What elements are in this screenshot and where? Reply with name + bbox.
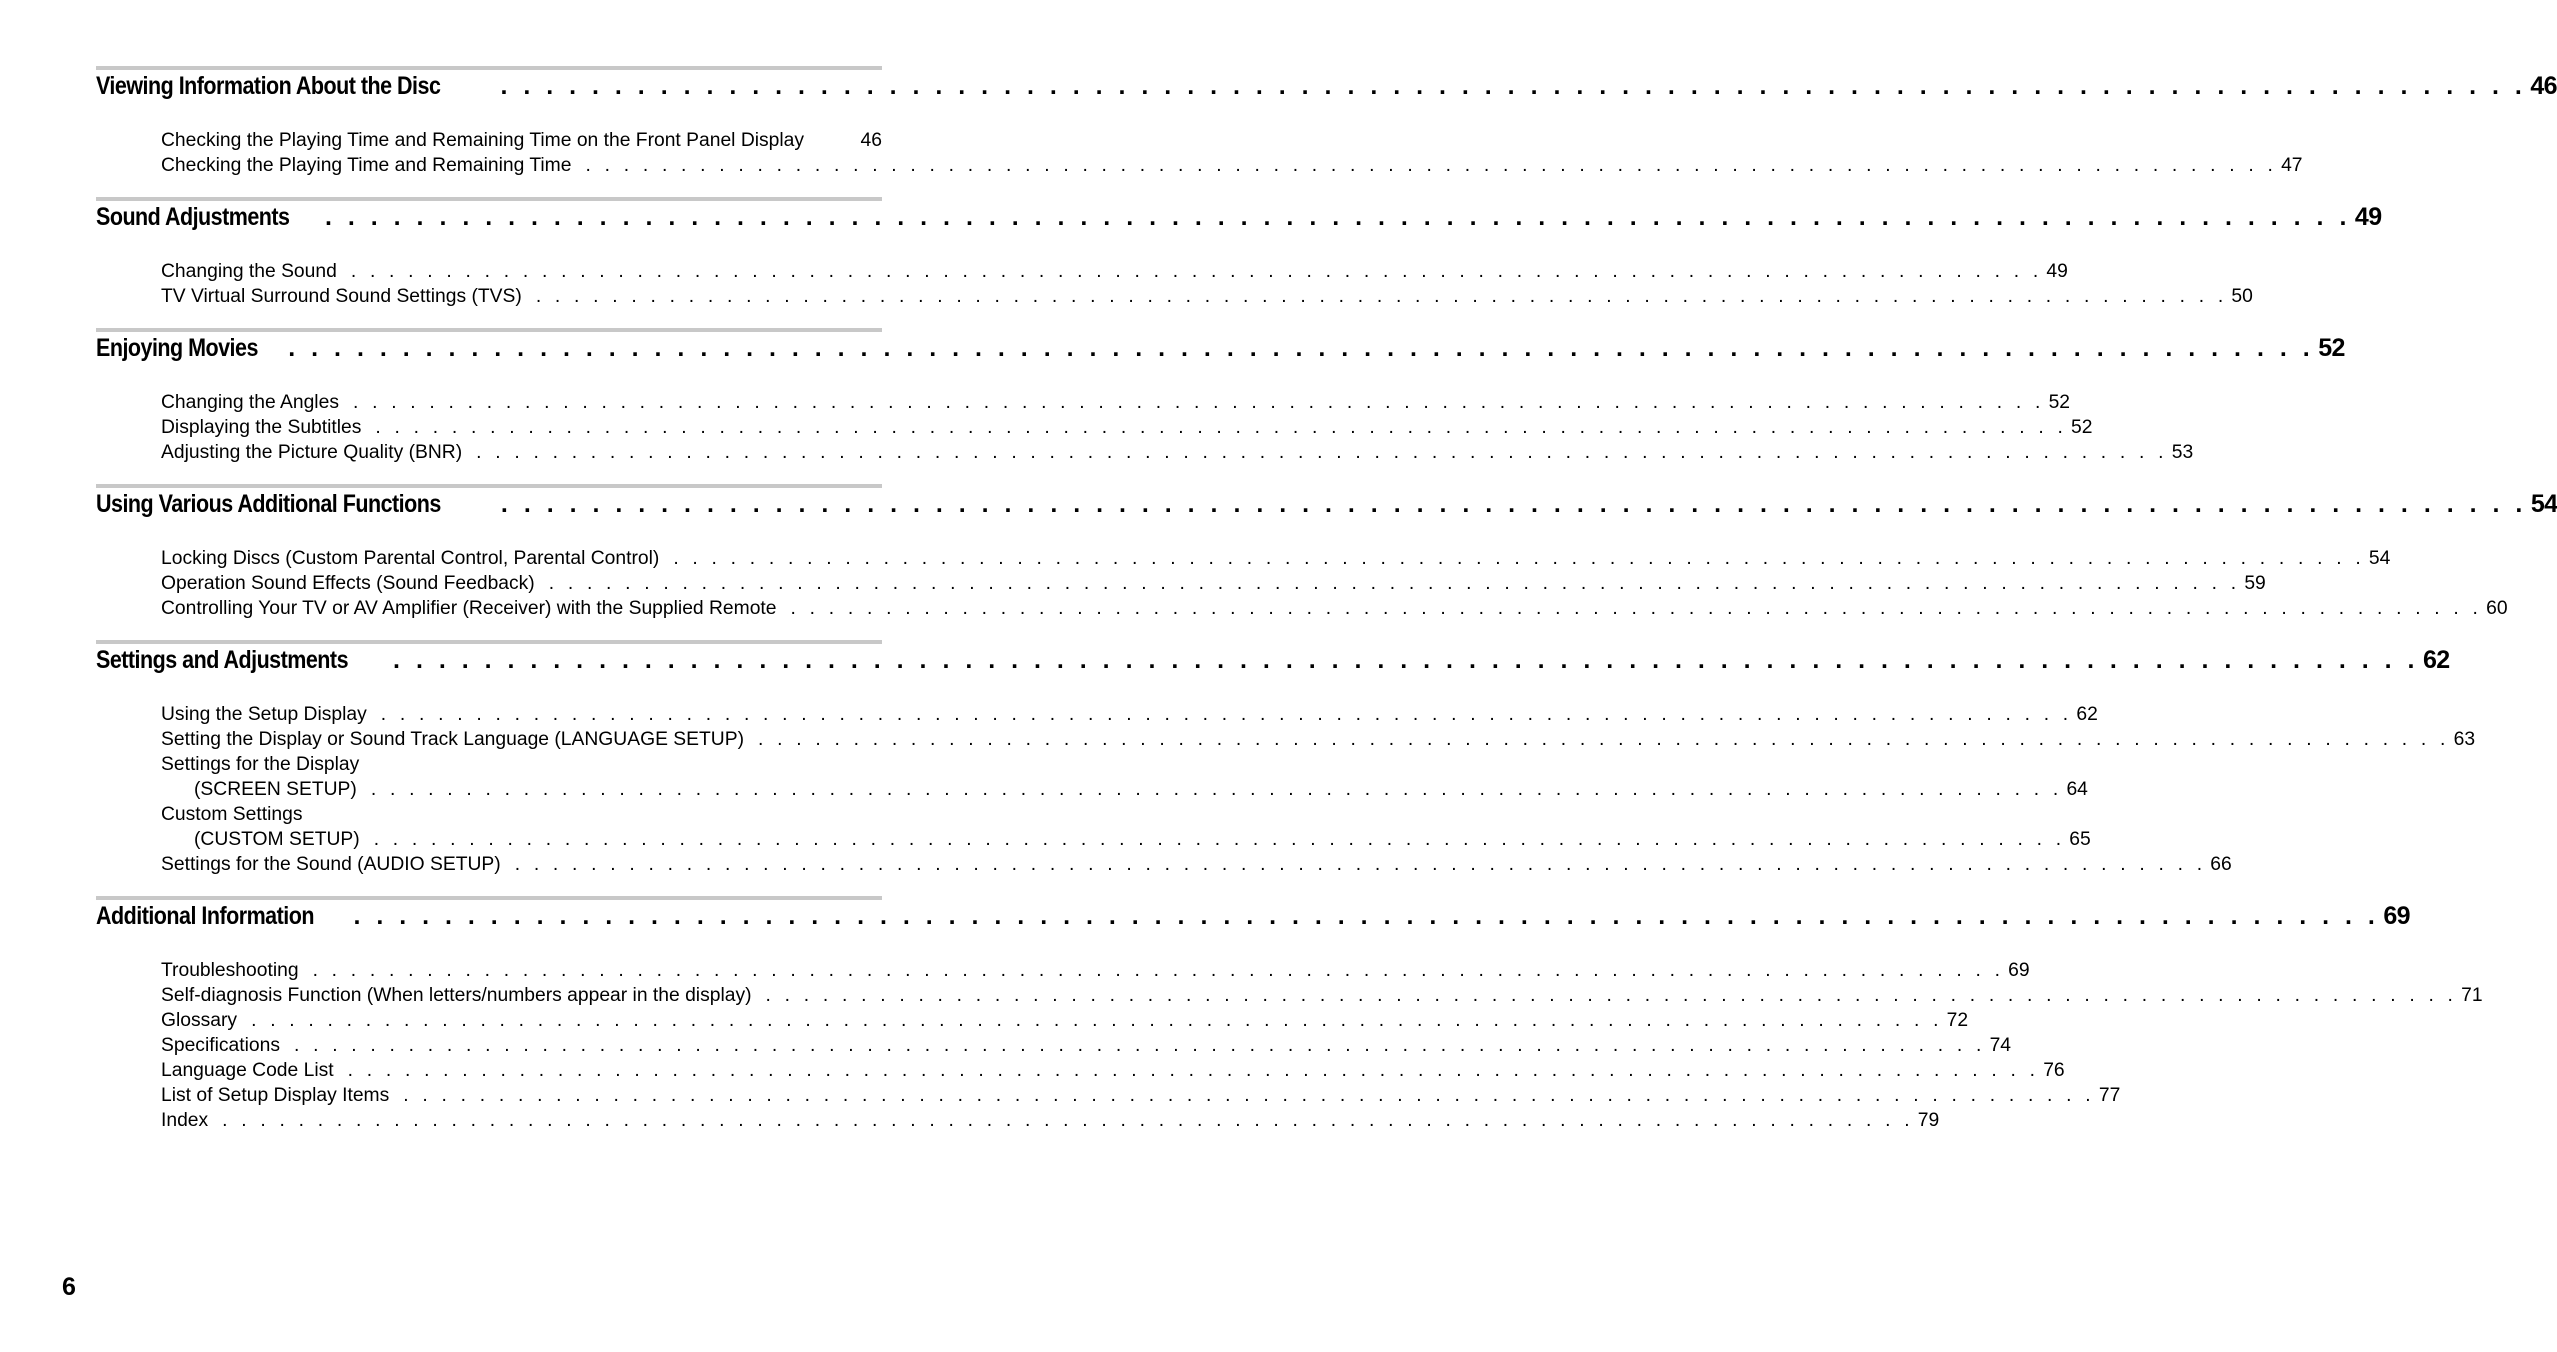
- toc-entry[interactable]: [161, 415, 2093, 440]
- toc-entry[interactable]: [161, 1033, 2012, 1058]
- toc-entry[interactable]: [161, 1108, 1940, 1133]
- toc-section: [96, 328, 2345, 484]
- dot-leader: . . . . . . . . . . . . . . . . . . . . . . . . . . . . . . . . . . . . . . . . . . . . . . . . . . . . . . . . . . . . . . . . . . . . . . . . . . . . . . . . . . . . . . . . .: [514, 854, 2207, 875]
- entry-page: 50: [2231, 286, 2253, 307]
- section-heading[interactable]: [96, 201, 2382, 259]
- section-title: Viewing Information About the Disc: [96, 72, 441, 100]
- section-page: 46: [2530, 72, 2557, 100]
- toc-entry[interactable]: [161, 596, 2508, 621]
- dot-leader: . . . . . . . . . . . . . . . . . . . . . . . . . . . . . . . . . . . . . . . . . . . . . . . . . . . . . . . . . . . . . . . . . . . . . . . . . . . . . . . . . . . . . . . . .: [222, 1110, 1914, 1131]
- entry-list: [96, 259, 2253, 328]
- entry-page: 74: [1989, 1035, 2012, 1056]
- entry-page: 66: [2210, 854, 2232, 875]
- section-title: Sound Adjustments: [96, 203, 290, 231]
- entry-page: 53: [2171, 442, 2194, 463]
- toc-entry[interactable]: [161, 390, 2071, 415]
- toc-section: [96, 640, 2476, 896]
- section-title: Additional Information: [96, 902, 314, 930]
- section-heading[interactable]: [96, 488, 2557, 546]
- section-page: 62: [2422, 646, 2450, 674]
- entry-page: 65: [2069, 829, 2091, 850]
- toc-entry[interactable]: [161, 852, 2232, 877]
- entry-page: 52: [2071, 417, 2093, 438]
- toc-entry[interactable]: [161, 259, 2068, 284]
- section-heading[interactable]: [96, 332, 2345, 390]
- entry-list: [96, 546, 2508, 640]
- entry-list: [96, 390, 2194, 484]
- dot-leader: . . . . . . . . . . . . . . . . . . . . . . . . . . . . . . . . . . . . . . . . . . . . . . . . . . . . . . . . . . . . . . . . . . . . . . . . . . . . . . . . . . . . . . . . .: [673, 548, 2365, 569]
- entry-title: Specifications: [161, 1035, 280, 1056]
- dot-leader: . . . . . . . . . . . . . . . . . . . . . . . . . . . . . . . . . . . . . . . . . . . . . . . . . . . . . . . . . . . . . . . . . . . . . . . . . . . . . . . . . . . . . . . . .: [373, 829, 2066, 850]
- entry-page: 71: [2461, 985, 2483, 1006]
- toc-entry[interactable]: [161, 958, 2030, 983]
- toc-section: [96, 197, 2382, 328]
- dot-leader: . . . . . . . . . . . . . . . . . . . . . . . . . . . . . . . . . . . . . . . . . . . . . . . . . . . . . . . . . . . . . . . . . . . . . . . . . . . . . . . . . . . . . . . . .: [312, 960, 2005, 981]
- dot-leader: . . . . . . . . . . . . . . . . . . . . . . . . . . . . . . . . . . . . . . . . . . . . . . . . . . . . . . . . . . . . . . . . . . . . . . . . . . . . . . . . . . . . . . . . .: [585, 155, 2278, 176]
- entry-title: Settings for the Display: [161, 754, 360, 775]
- section-page: 49: [2354, 203, 2382, 231]
- section-page: 54: [2530, 490, 2557, 518]
- section-page: 52: [2318, 334, 2345, 362]
- section-page: 69: [2383, 902, 2410, 930]
- dot-leader: . . . . . . . . . . . . . . . . . . . . . . . . . . . . . . . . . . . . . . . . . . . . . . . . . . . . . . . . . . . . . . . . . . . . . . . . . . . . . . . . . . . . . . . . .: [347, 1060, 2040, 1081]
- toc-entry[interactable]: [161, 983, 2483, 1008]
- dot-leader: . . . . . . . . . . . . . . . . . . . . . . . . . . . . . . . . . . . . . . . . . . . . . . . . . . . . . . . . . . . . . . . . . . . . . . . . . . . . . . . . . . . . . . . . .: [790, 598, 2483, 619]
- entry-title: List of Setup Display Items: [161, 1085, 390, 1106]
- entry-page: 47: [2281, 155, 2303, 176]
- entry-page: 63: [2453, 729, 2476, 750]
- entry-title: Displaying the Subtitles: [161, 417, 362, 438]
- dot-leader: . . . . . . . . . . . . . . . . . . . . . . . . . . . . . . . . . . . . . . . . . . . . . . . . . . . . . . . . . . . . . . . . . . . . . . . . . . . . . . . . . . . . . . . . .: [500, 490, 2527, 518]
- dot-leader: . . . . . . . . . . . . . . . . . . . . . . . . . . . . . . . . . . . . . . . . . . . . . . . . . . . . . . . . . . . . . . . . . . . . . . . . . . . . . . . . . . . . . . . . .: [393, 646, 2419, 674]
- toc-entry[interactable]: [161, 546, 2391, 571]
- section-heading[interactable]: [96, 70, 2557, 128]
- dot-leader: . . . . . . . . . . . . . . . . . . . . . . . . . . . . . . . . . . . . . . . . . . . . . . . . . . . . . . . . . . . . . . . . . . . . . . . . . . . . . . . . . . . . . . . . .: [324, 203, 2351, 231]
- section-heading[interactable]: [96, 900, 2410, 958]
- entry-title: Controlling Your TV or AV Amplifier (Receiver) with the Supplied Remote: [161, 598, 777, 619]
- toc-entry[interactable]: [161, 128, 882, 153]
- dot-leader: . . . . . . . . . . . . . . . . . . . . . . . . . . . . . . . . . . . . . . . . . . . . . . . . . . . . . . . . . . . . . . . . . . . . . . . . . . . . . . . . . . . . . . . . .: [758, 729, 2450, 750]
- entry-title: Adjusting the Picture Quality (BNR): [161, 442, 463, 463]
- entry-page: 76: [2043, 1060, 2065, 1081]
- dot-leader: . . . . . . . . . . . . . . . . . . . . . . . . . . . . . . . . . . . . . . . . . . . . . . . . . . . . . . . . . . . . . . . . . . . . . . . . . . . . . . . . . . . . . . . . .: [380, 704, 2073, 725]
- entry-title: Changing the Angles: [161, 392, 339, 413]
- toc-entry[interactable]: [161, 1083, 2121, 1108]
- dot-leader: . . . . . . . . . . . . . . . . . . . . . . . . . . . . . . . . . . . . . . . . . . . . . . . . . . . . . . . . . . . . . . . . . . . . . . . . . . . . . . . . . . . . . . . . .: [251, 1010, 1943, 1031]
- entry-title: (CUSTOM SETUP): [194, 829, 360, 850]
- entry-title: Index: [161, 1110, 209, 1131]
- dot-leader: . . . . . . . . . . . . . . . . . . . . . . . . . . . . . . . . . . . . . . . . . . . . . . . . . . . . . . . . . . . . . . . . . . . . . . . . . . . . . . . . . . . . . . . . .: [370, 779, 2063, 800]
- entry-title: Language Code List: [161, 1060, 334, 1081]
- entry-title: Operation Sound Effects (Sound Feedback): [161, 573, 535, 594]
- dot-leader: . . . . . . . . . . . . . . . . . . . . . . . . . . . . . . . . . . . . . . . . . . . . . . . . . . . . . . . . . . . . . . . . . . . . . . . . . . . . . . . . . . . . . . . . .: [350, 261, 2043, 282]
- entry-page: 60: [2486, 598, 2508, 619]
- section-title: Enjoying Movies: [96, 334, 258, 362]
- section-heading[interactable]: [96, 644, 2450, 702]
- dot-leader: . . . . . . . . . . . . . . . . . . . . . . . . . . . . . . . . . . . . . . . . . . . . . . . . . . . . . . . . . . . . . . . . . . . . . . . . . . . . . . . . . . . . . . . . .: [535, 286, 2228, 307]
- toc-entry[interactable]: [161, 440, 2194, 465]
- section-title: Settings and Adjustments: [96, 646, 349, 674]
- toc-entry[interactable]: [161, 827, 2091, 852]
- entry-page: 49: [2046, 261, 2068, 282]
- entry-title: TV Virtual Surround Sound Settings (TVS): [161, 286, 522, 307]
- dot-leader: . . . . . . . . . . . . . . . . . . . . . . . . . . . . . . . . . . . . . . . . . . . . . . . . . . . . . . . . . . . . . . . . . . . . . . . . . . . . . . . . . . . . . . . . .: [353, 902, 2380, 930]
- toc-entry[interactable]: [161, 1008, 1969, 1033]
- toc-entry[interactable]: [161, 802, 882, 827]
- dot-leader: . . . . . . . . . . . . . . . . . . . . . . . . . . . . . . . . . . . . . . . . . . . . . . . . . . . . . . . . . . . . . . . . . . . . . . . . . . . . . . . . . . . . . . . . .: [548, 573, 2241, 594]
- entry-title: Using the Setup Display: [161, 704, 367, 725]
- entry-title: Changing the Sound: [161, 261, 337, 282]
- entry-page: 64: [2066, 779, 2088, 800]
- section-title: Using Various Additional Functions: [96, 490, 441, 518]
- dot-leader: . . . . . . . . . . . . . . . . . . . . . . . . . . . . . . . . . . . . . . . . . . . . . . . . . . . . . . . . . . . . . . . . . . . . . . . . . . . . . . . . . . . . . . . . .: [293, 1035, 1986, 1056]
- table-of-contents: [96, 66, 2557, 1152]
- toc-section: [96, 484, 2557, 640]
- toc-entry[interactable]: [161, 777, 2088, 802]
- entry-list: [96, 958, 2483, 1152]
- toc-entry[interactable]: [161, 153, 2303, 178]
- entry-page: 54: [2368, 548, 2391, 569]
- entry-page: 62: [2076, 704, 2098, 725]
- entry-title: Checking the Playing Time and Remaining Time: [161, 155, 572, 176]
- toc-entry[interactable]: [161, 571, 2266, 596]
- entry-page: 59: [2244, 573, 2266, 594]
- entry-title: Custom Settings: [161, 804, 303, 825]
- entry-page: 72: [1946, 1010, 1969, 1031]
- dot-leader: . . . . . . . . . . . . . . . . . . . . . . . . . . . . . . . . . . . . . . . . . . . . . . . . . . . . . . . . . . . . . . . . . . . . . . . . . . . . . . . . . . . . . . . . .: [375, 417, 2068, 438]
- toc-entry[interactable]: [161, 284, 2253, 309]
- toc-section: [96, 66, 2557, 197]
- entry-title: Glossary: [161, 1010, 238, 1031]
- entry-page: 69: [2008, 960, 2030, 981]
- entry-title: Settings for the Sound (AUDIO SETUP): [161, 854, 501, 875]
- page-number: 6: [62, 1273, 76, 1301]
- dot-leader: . . . . . . . . . . . . . . . . . . . . . . . . . . . . . . . . . . . . . . . . . . . . . . . . . . . . . . . . . . . . . . . . . . . . . . . . . . . . . . . . . . . . . . . . .: [403, 1085, 2095, 1106]
- dot-leader: . . . . . . . . . . . . . . . . . . . . . . . . . . . . . . . . . . . . . . . . . . . . . . . . . . . . . . . . . . . . . . . . . . . . . . . . . . . . . . . . . . . . . . . . .: [476, 442, 2168, 463]
- entry-page: 77: [2098, 1085, 2121, 1106]
- dot-leader: . . . . . . . . . . . . . . . . . . . . . . . . . . . . . . . . . . . . . . . . . . . . . . . . . . . . . . . . . . . . . . . . . . . . . . . . . . . . . . . . . . . . . . . . .: [500, 72, 2527, 100]
- entry-page: 46: [860, 130, 882, 151]
- entry-page: 79: [1917, 1110, 1940, 1131]
- entry-title: Troubleshooting: [161, 960, 299, 981]
- entry-list: [96, 702, 2476, 896]
- toc-section: [96, 896, 2483, 1152]
- entry-list: [96, 128, 2303, 197]
- toc-entry[interactable]: [161, 1058, 2065, 1083]
- dot-leader: . . . . . . . . . . . . . . . . . . . . . . . . . . . . . . . . . . . . . . . . . . . . . . . . . . . . . . . . . . . . . . . . . . . . . . . . . . . . . . . . . . . . . . . . .: [352, 392, 2045, 413]
- entry-title: Checking the Playing Time and Remaining Time on the Front Panel Display: [161, 130, 805, 151]
- entry-page: 52: [2048, 392, 2071, 413]
- toc-entry[interactable]: [161, 752, 882, 777]
- entry-title: Locking Discs (Custom Parental Control, Parental Control): [161, 548, 660, 569]
- toc-entry[interactable]: [161, 727, 2476, 752]
- toc-entry[interactable]: [161, 702, 2098, 727]
- dot-leader: . . . . . . . . . . . . . . . . . . . . . . . . . . . . . . . . . . . . . . . . . . . . . . . . . . . . . . . . . . . . . . . . . . . . . . . . . . . . . . . . . . . . . . . . .: [288, 334, 2315, 362]
- entry-title: Self-diagnosis Function (When letters/numbers appear in the display): [161, 985, 752, 1006]
- entry-title: (SCREEN SETUP): [194, 779, 357, 800]
- dot-leader: . . . . . . . . . . . . . . . . . . . . . . . . . . . . . . . . . . . . . . . . . . . . . . . . . . . . . . . . . . . . . . . . . . . . . . . . . . . . . . . . . . . . . . . . .: [765, 985, 2458, 1006]
- entry-title: Setting the Display or Sound Track Language (LANGUAGE SETUP): [161, 729, 745, 750]
